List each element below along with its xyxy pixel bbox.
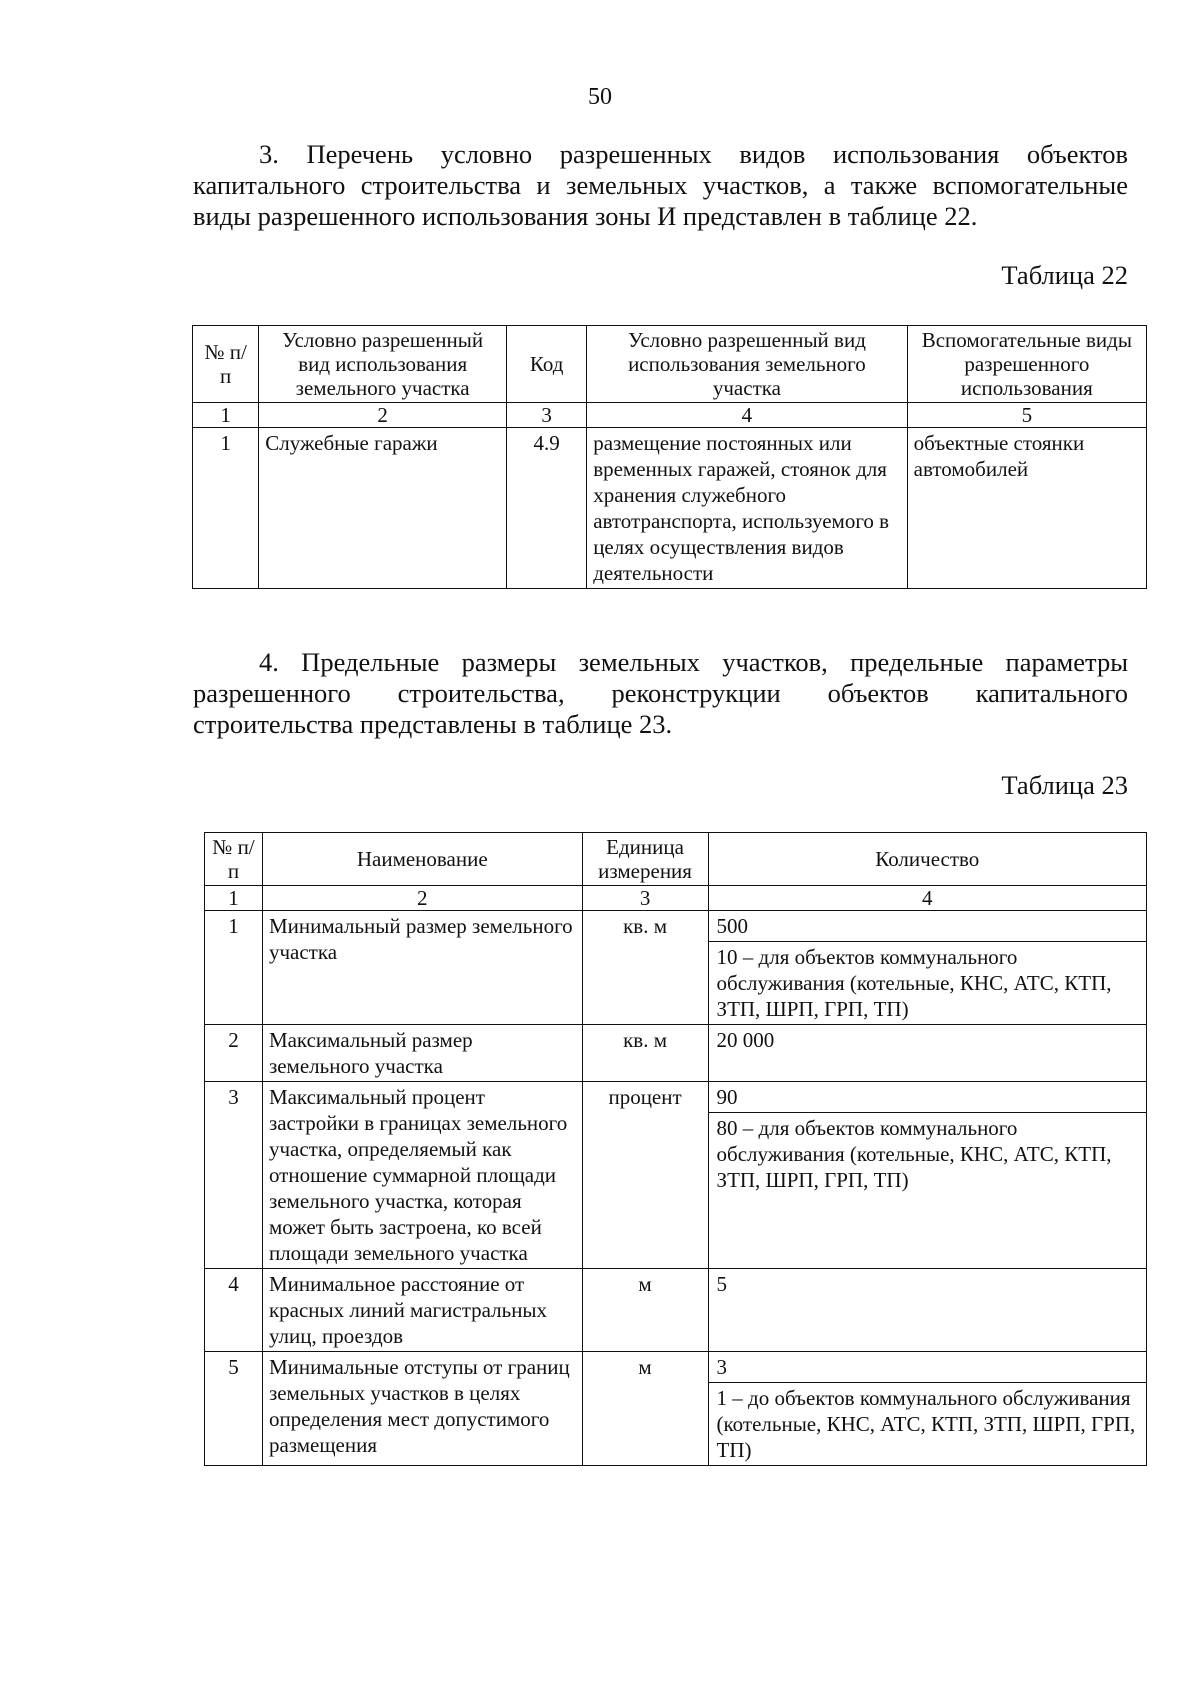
auxiliary-use: объектные стоянки автомобилей	[907, 428, 1146, 589]
table-22-caption: Таблица 22	[1001, 260, 1128, 290]
parameter-name: Минимальное расстояние от красных линий магистральных улиц, проездов	[262, 1269, 582, 1352]
column-number: 5	[907, 403, 1146, 428]
parameter-name: Минимальные отступы от границ земельных участков в целях определения мест допустимого размещения	[262, 1352, 582, 1466]
parameter-unit: кв. м	[582, 1025, 708, 1082]
parameter-unit: м	[582, 1269, 708, 1352]
column-number: 1	[193, 403, 259, 428]
table-22-header-use-description: Условно разрешенный вид использования земельного участка	[587, 326, 907, 403]
table-23	[204, 832, 1147, 1466]
row-number: 3	[205, 1082, 263, 1269]
table-22-header-num: № п/п	[193, 326, 259, 403]
parameter-unit: кв. м	[582, 911, 708, 1025]
table-row	[205, 1269, 1147, 1352]
row-number: 2	[205, 1025, 263, 1082]
page-number: 50	[588, 84, 612, 110]
paragraph-4	[193, 647, 1128, 740]
parameter-name: Минимальный размер земельного участка	[262, 911, 582, 1025]
table-row	[205, 1025, 1147, 1082]
column-number: 4	[708, 886, 1146, 911]
table-23-header-row	[205, 833, 1147, 886]
table-row	[205, 911, 1147, 1025]
parameter-value: 20 000	[716, 1028, 775, 1052]
parameter-value: 3	[716, 1355, 728, 1379]
table-23-header-quantity: Количество	[708, 833, 1146, 886]
use-code: 4.9	[507, 428, 587, 589]
table-23-caption: Таблица 23	[1001, 770, 1128, 800]
paragraph-3-text: 3. Перечень условно разрешенных видов использования объектов капитального строительства и земельных участков, а также вспомогательные виды разрешенного использования зоны И представлен в таблице 22.	[193, 139, 1128, 231]
row-number: 1	[193, 428, 259, 589]
row-number: 5	[205, 1352, 263, 1466]
parameter-value: 90	[716, 1085, 738, 1109]
column-number: 4	[587, 403, 907, 428]
use-name: Служебные гаражи	[259, 428, 507, 589]
row-number: 4	[205, 1269, 263, 1352]
parameter-unit: процент	[582, 1082, 708, 1269]
table-23-column-numbers	[205, 886, 1147, 911]
use-description: размещение постоянных или временных гаражей, стоянок для хранения служебного автотранспорта, используемого в целях осуществления видов деятельности	[587, 428, 907, 589]
table-23-header-num: № п/п	[205, 833, 263, 886]
paragraph-4-text: 4. Предельные размеры земельных участков, предельные параметры разрешенного строительства, реконструкции объектов капитального строительства представлены в таблице 23.	[193, 647, 1128, 739]
paragraph-3	[193, 139, 1128, 232]
parameter-value: 1 – до объектов коммунального обслуживания (котельные, КНС, АТС, КТП, ЗТП, ШРП, ГРП, ТП)	[709, 1382, 1146, 1465]
parameter-name: Максимальный размер земельного участка	[262, 1025, 582, 1082]
parameter-value: 500	[716, 914, 749, 938]
parameter-value: 10 – для объектов коммунального обслуживания (котельные, КНС, АТС, КТП, ЗТП, ШРП, ГРП, ТП)	[709, 941, 1146, 1024]
parameter-value: 80 – для объектов коммунального обслуживания (котельные, КНС, АТС, КТП, ЗТП, ШРП, ГРП, ТП)	[709, 1112, 1146, 1195]
parameter-values	[708, 911, 1146, 1025]
table-22-header-auxiliary: Вспомогательные виды разрешенного использования	[907, 326, 1146, 403]
parameter-unit: м	[582, 1352, 708, 1466]
parameter-values	[708, 1082, 1146, 1269]
row-number: 1	[205, 911, 263, 1025]
parameter-values	[708, 1269, 1146, 1352]
table-22-header-code: Код	[507, 326, 587, 403]
column-number: 2	[262, 886, 582, 911]
table-row	[193, 428, 1147, 589]
table-row	[205, 1352, 1147, 1466]
table-22-header-row	[193, 326, 1147, 403]
table-22	[192, 325, 1147, 589]
parameter-value: 5	[716, 1272, 728, 1296]
parameter-name: Максимальный процент застройки в границах земельного участка, определяемый как отношение суммарной площади земельного участка, которая может быть застроена, ко всей площади земельного участка	[262, 1082, 582, 1269]
parameter-values	[708, 1025, 1146, 1082]
table-23-header-unit: Единица измерения	[582, 833, 708, 886]
column-number: 2	[259, 403, 507, 428]
parameter-values	[708, 1352, 1146, 1466]
column-number: 1	[205, 886, 263, 911]
table-22-header-use: Условно разрешенный вид использования земельного участка	[259, 326, 507, 403]
table-23-header-name: Наименование	[262, 833, 582, 886]
column-number: 3	[507, 403, 587, 428]
column-number: 3	[582, 886, 708, 911]
table-22-column-numbers	[193, 403, 1147, 428]
table-row	[205, 1082, 1147, 1269]
